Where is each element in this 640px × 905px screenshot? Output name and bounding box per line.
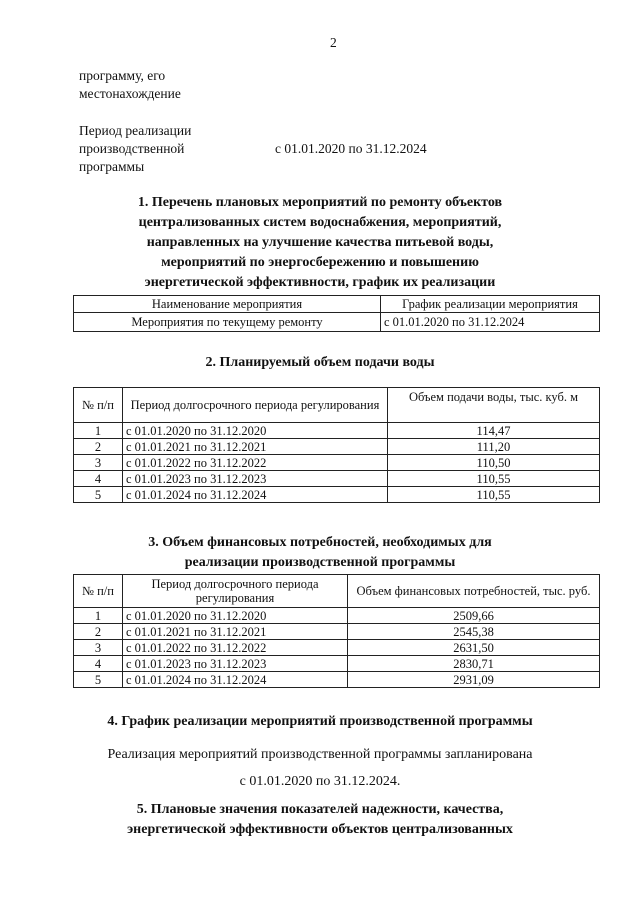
table-header: График реализации мероприятия [381,296,600,313]
section1-title-line: энергетической эффективности, график их реализации [144,275,496,290]
section5-title-line: энергетической эффективности объектов централизованных [127,822,513,837]
table-row [74,455,600,471]
section1-title-line: централизованных систем водоснабжения, мероприятий, [138,215,502,230]
section3-title-line: 3. Объем финансовых потребностей, необходимых для [148,535,492,550]
intro-line-2: местонахождение [79,86,181,101]
table-header: Период долгосрочного периода регулирования [123,388,388,423]
table-row [74,672,600,688]
row-period: с 01.01.2020 по 31.12.2020 [123,423,388,439]
row-period: с 01.01.2023 по 31.12.2023 [123,656,348,672]
table-row [74,487,600,503]
period-label-3: программы [79,159,145,174]
section3-title [60,533,580,573]
row-number: 1 [74,608,123,624]
page-number: 2 [330,35,337,50]
row-value: 111,20 [388,439,600,455]
table-row [74,640,600,656]
row-period: с 01.01.2024 по 31.12.2024 [123,487,388,503]
table-row [74,439,600,455]
row-period: с 01.01.2022 по 31.12.2022 [123,640,348,656]
row-period: с 01.01.2024 по 31.12.2024 [123,672,348,688]
row-period: с 01.01.2021 по 31.12.2021 [123,439,388,455]
section5-title-line: 5. Плановые значения показателей надежности, качества, [136,802,504,817]
row-number: 5 [74,487,123,503]
table-cell: с 01.01.2020 по 31.12.2024 [381,313,600,332]
section4-text-line-2: с 01.01.2020 по 31.12.2024. [239,774,401,789]
section1-title-line: направленных на улучшение качества питьевой воды, [146,235,494,250]
row-period: с 01.01.2021 по 31.12.2021 [123,624,348,640]
row-value: 2931,09 [348,672,600,688]
row-value: 2830,71 [348,656,600,672]
row-value: 110,55 [388,471,600,487]
row-period: с 01.01.2022 по 31.12.2022 [123,455,388,471]
section4-title: 4. График реализации мероприятий производственной программы [107,714,533,729]
period-value: с 01.01.2020 по 31.12.2024 [275,141,427,156]
row-number: 1 [74,423,123,439]
row-period: с 01.01.2020 по 31.12.2020 [123,608,348,624]
section1-title-line: мероприятий по энергосбережению и повышению [161,255,479,270]
section2-title: 2. Планируемый объем подачи воды [205,355,435,370]
row-number: 4 [74,656,123,672]
row-value: 114,47 [388,423,600,439]
row-value: 2545,38 [348,624,600,640]
row-number: 2 [74,439,123,455]
table-row [74,423,600,439]
section4-text-line-1: Реализация мероприятий производственной программы запланирована [107,747,533,762]
table-header: Период долгосрочного периода регулирования [123,575,348,608]
row-value: 2509,66 [348,608,600,624]
table-header: Объем финансовых потребностей, тыс. руб. [348,575,600,608]
period-label-2: производственной [79,141,185,156]
row-period: с 01.01.2023 по 31.12.2023 [123,471,388,487]
section5-title [40,800,600,840]
table-row [74,624,600,640]
table-row [74,656,600,672]
table-row [74,608,600,624]
row-number: 3 [74,640,123,656]
section1-title-line: 1. Перечень плановых мероприятий по ремонту объектов [137,195,503,210]
table-header: № п/п [74,575,123,608]
section3-title-line: реализации производственной программы [184,555,456,570]
period-label-1: Период реализации [79,123,192,138]
row-value: 110,50 [388,455,600,471]
row-number: 4 [74,471,123,487]
intro-line-1: программу, его [79,68,166,83]
table-row [74,471,600,487]
financial-needs-table [73,574,600,688]
section1-title [60,193,580,293]
table-header: Наименование мероприятия [74,296,381,313]
row-number: 2 [74,624,123,640]
table-cell: Мероприятия по текущему ремонту [74,313,381,332]
row-value: 110,55 [388,487,600,503]
table-header: № п/п [74,388,123,423]
row-value: 2631,50 [348,640,600,656]
row-number: 5 [74,672,123,688]
row-number: 3 [74,455,123,471]
table-header: Объем подачи воды, тыс. куб. м [388,388,600,423]
measures-table [73,295,600,332]
water-supply-table [73,387,600,503]
